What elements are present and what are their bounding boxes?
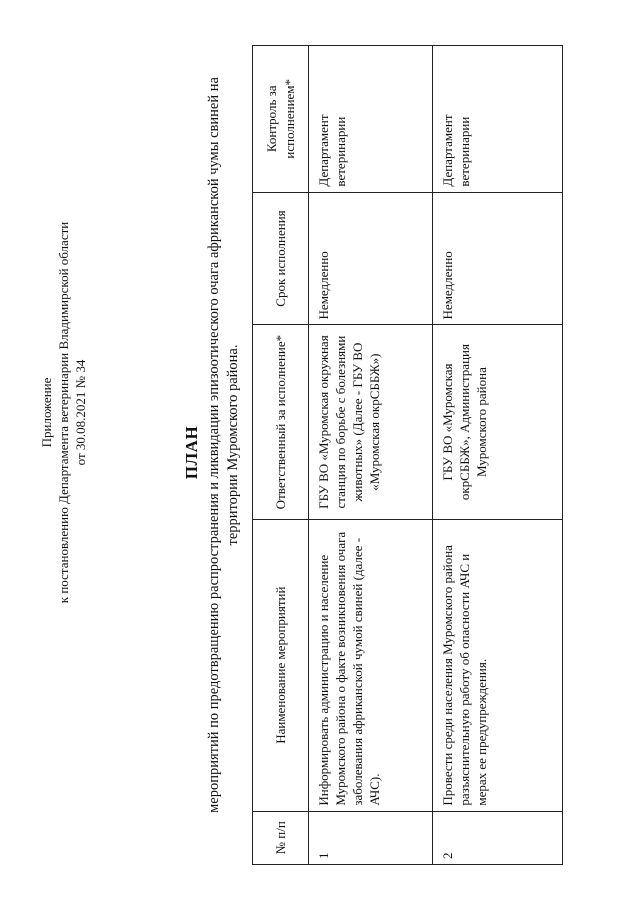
table-header-row [253,46,309,865]
table-row [433,46,563,865]
row-name: Информировать администрацию и население Муромского района о факте возникновения очага заболевания африканской чумой свиней (далее - АЧС). [309,519,433,811]
row-responsible: ГБУ ВО «Муромская окрСББЖ», Администрация Муромского района [433,325,563,519]
plan-table [252,45,563,865]
header-responsible: Ответственный за исполнение* [253,325,309,519]
header-name: Наименование мероприятий [253,519,309,811]
subtitle-line-2: территории Муромского района. [224,344,241,546]
row-control: Департамент ветеринарии [309,46,433,193]
header-term: Срок исполнения [253,192,309,325]
header-control: Контроль за исполнением* [253,46,309,193]
table-row [309,46,433,865]
document-title: ПЛАН [182,425,201,480]
row-name: Провести среди населения Муромского района разъяснительную работу об опасности АЧС и мерах ее предупреждения. [433,519,563,811]
row-term: Немедленно [433,192,563,325]
annex-date: от 30.08.2021 № 34 [73,359,89,466]
subtitle-line-1: мероприятий по предотвращению распространения и ликвидации эпизоотического очага африканской чумы свиней на [206,77,222,813]
row-num: 1 [309,811,433,864]
document-subtitle [205,45,243,845]
row-control: Департамент ветеринарии [433,46,563,193]
row-term: Немедленно [309,192,433,325]
row-num: 2 [433,811,563,864]
annex-label: Приложение [39,377,54,448]
annex-header [38,113,89,713]
header-num: № п/п [253,811,309,864]
annex-decree: к постановлению Департамента ветеринарии Владимирской области [56,221,72,604]
row-responsible: ГБУ ВО «Муромская окружная станция по борьбе с болезнями животных» (Далее - ГБУ ВО «Муромская окрСББЖ») [309,325,433,519]
